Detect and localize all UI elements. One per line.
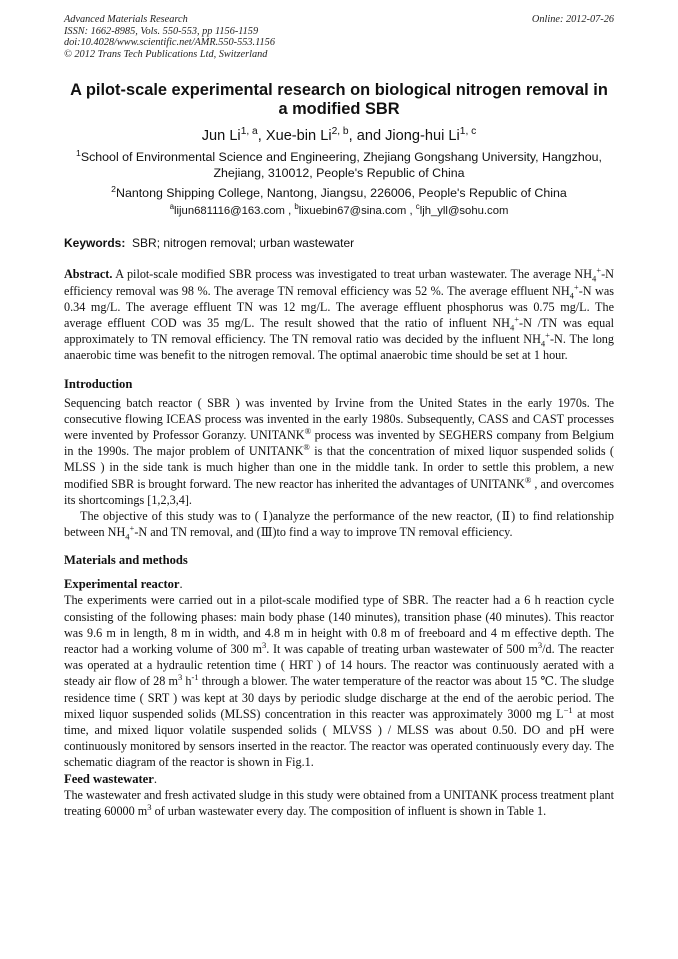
author-affil-marker: 1, c [459, 126, 477, 138]
doi-line: doi:10.4028/www.scientific.net/AMR.550-553.1156 [64, 37, 275, 49]
journal-name: Advanced Materials Research [64, 14, 188, 25]
paper-page [64, 14, 614, 819]
subsection-title: Feed wastewater [64, 771, 154, 786]
superscript: −1 [563, 704, 573, 715]
superscript: 3 [261, 639, 267, 650]
paragraph-text: The experiments were carried out in a pilot-scale modified type of SBR. The reacter had a 6 h reaction cycle consisting of the following phases: main body phase (140 minutes), transition phase (40 minutes). This reactor was 9.6 m in length, 8 m in width, and 4.8 m in height with 0.8 m of freeboard and 4 m effective depth. The reactor had a working volume of 300 m [64, 593, 614, 657]
subsection-heading-reactor [64, 576, 614, 592]
intro-paragraph-1 [64, 395, 614, 508]
keywords-label: Keywords: [64, 236, 126, 251]
superscript: + [514, 313, 520, 324]
subsection-title-tail: . [153, 771, 158, 786]
superscript: + [545, 330, 550, 341]
email-marker: b [294, 202, 299, 212]
registered-mark: ® [303, 442, 310, 453]
paragraph-text: h [182, 674, 192, 689]
email-marker: c [415, 202, 420, 212]
email-address[interactable]: lijun681116@163.com [174, 205, 285, 218]
paragraph-text: . It was capable of treating urban wastewater of 500 m [266, 642, 538, 657]
superscript: 3 [537, 639, 543, 650]
subscript: 4 [540, 338, 546, 349]
abstract [64, 266, 614, 363]
subscript: 4 [125, 531, 130, 542]
registered-mark: ® [304, 425, 312, 436]
affiliation-text: School of Environmental Science and Engineering, Zhejiang Gongshang University, Hangzhou, Zhejiang, 310012, People's Republic of China [80, 150, 602, 181]
abstract-text: -N efficiency removal was 98 %. The average TN removal efficiency was 52 %. The average effluent NH [64, 267, 614, 298]
paragraph-text: is that the concentration of mixed liquor suspended solids ( MLSS ) in the side tank is much higher than one in the middle tank. In order to settle this problem, a new modified SBR is brought forward. The new reactor has inherited the advantages of UNITANK [64, 444, 614, 491]
affiliation-2 [64, 185, 614, 201]
affil-marker: 2 [111, 184, 116, 195]
superscript: + [573, 281, 579, 292]
paragraph-text: through a blower. The water temperature of the reactor was about 15 ℃. The sludge residence time ( SRT ) was kept at 30 days by periodic sludge discharge at the end of the aerobic period. The mixed liquor suspended solids (MLSS) concentration in this reacter was approximately 3000 mg L [64, 674, 615, 721]
email-marker: a [169, 202, 175, 212]
author-emails [64, 204, 614, 219]
email-separator: , [406, 205, 416, 218]
journal-header [64, 14, 614, 60]
reactor-paragraph [64, 592, 614, 770]
paragraph-text: process was invented by SEGHERS company from Belgium in the 1990s. The major problem of UNITANK [64, 428, 614, 459]
author-affil-marker: 1, a [240, 126, 258, 138]
intro-paragraph-2 [64, 508, 614, 540]
section-heading-introduction: Introduction [64, 376, 133, 391]
abstract-text: A pilot-scale modified SBR process was investigated to treat urban wastewater. The average NH [112, 267, 593, 282]
paragraph-text: The objective of this study was to ( Ⅰ)analyze the performance of the new reactor, (Ⅱ) to find relationship between NH [64, 509, 614, 540]
paragraph-text: Sequencing batch reactor ( SBR ) was invented by Irvine from the United States in the early 1970s. The consecutive flowing ICEAS process was invented in the early 1980s. Subsequently, CASS and CAST processes were invented by Professor Goranzy. UNITANK [64, 395, 614, 442]
feed-paragraph [64, 787, 614, 819]
section-heading-methods: Materials and methods [64, 553, 188, 568]
superscript: -1 [191, 672, 199, 683]
superscript: 3 [147, 801, 152, 812]
author-separator: , [257, 128, 266, 145]
affiliation-text: Nantong Shipping College, Nantong, Jiangsu, 226006, People's Republic of China [116, 186, 567, 201]
paragraph-text: -N and TN removal, and (Ⅲ)to find a way to improve TN removal efficiency. [134, 525, 513, 540]
superscript: 3 [177, 672, 183, 683]
paper-title: A pilot-scale experimental research on biological nitrogen removal in a modified SBR [70, 81, 608, 119]
superscript: + [129, 523, 135, 534]
paragraph-text: /d. The reacter was operated at a hydraulic retention time ( HRT ) of 14 hours. The reactor was continuously aerated with a steady air flow of 28 m [64, 642, 614, 689]
subscript: 4 [592, 273, 597, 284]
author-list [64, 127, 614, 145]
author-name: Xue-bin Li [265, 128, 332, 145]
email-address[interactable]: lixuebin67@sina.com [298, 205, 407, 218]
paragraph-text: at most time, and mixed liquor volatile suspended solids ( MLVSS ) / MLSS was about 0.50. DO and pH were continuously monitored by sensors inserted in the reactor. The reactor was operated continuously every day. The schematic diagram of the reactor is shown in Fig.1. [64, 706, 615, 770]
subscript: 4 [509, 322, 515, 333]
keywords-line [64, 236, 614, 251]
subscript: 4 [569, 290, 574, 301]
affiliation-1 [64, 149, 614, 181]
copyright-line: © 2012 Trans Tech Publications Ltd, Switzerland [64, 48, 268, 60]
affil-marker: 1 [75, 148, 81, 159]
paragraph-text: The wastewater and fresh activated sludge in this study were obtained from a UNITANK process treatment plant treating 60000 m [64, 787, 614, 818]
subsection-title: Experimental reactor [64, 577, 180, 592]
author-separator: , and [348, 128, 386, 145]
author-affil-marker: 2, b [331, 126, 349, 138]
paragraph-text: of urban wastewater every day. The composition of influent is shown in Table 1. [151, 803, 547, 818]
author-name: Jiong-hui Li [385, 128, 460, 145]
abstract-text: -N. The long anaerobic time was benefit to the nitrogen removal. The optimal anaerobic time should be set at 1 hour. [64, 332, 614, 363]
keywords-text: SBR; nitrogen removal; urban wastewater [132, 236, 355, 251]
abstract-text: -N /TN was equal approximately to TN removal efficiency. The TN removal ratio was decided by the influent NH [64, 315, 614, 347]
issn-line: ISSN: 1662-8985, Vols. 550-553, pp 1156-1159 [64, 25, 259, 37]
author-name: Jun Li [201, 128, 241, 145]
online-date: Online: 2012-07-26 [531, 14, 614, 25]
paragraph-text: , and overcomes its shortcomings [1,2,3,4]. [64, 476, 614, 507]
subsection-title-tail: . [179, 577, 183, 592]
registered-mark: ® [524, 474, 532, 485]
subsection-heading-feed [64, 771, 614, 787]
superscript: + [596, 265, 602, 276]
abstract-label: Abstract. [64, 267, 113, 282]
abstract-text: -N was 0.34 mg/L. The average effluent TN was 12 mg/L. The average effluent phosphorus was 0.75 mg/L. The average effluent COD was 35 mg/L. The result showed that the ratio of influent NH [64, 283, 614, 330]
email-separator: , [284, 205, 295, 218]
email-address[interactable]: ljh_yll@sohu.com [419, 205, 509, 218]
